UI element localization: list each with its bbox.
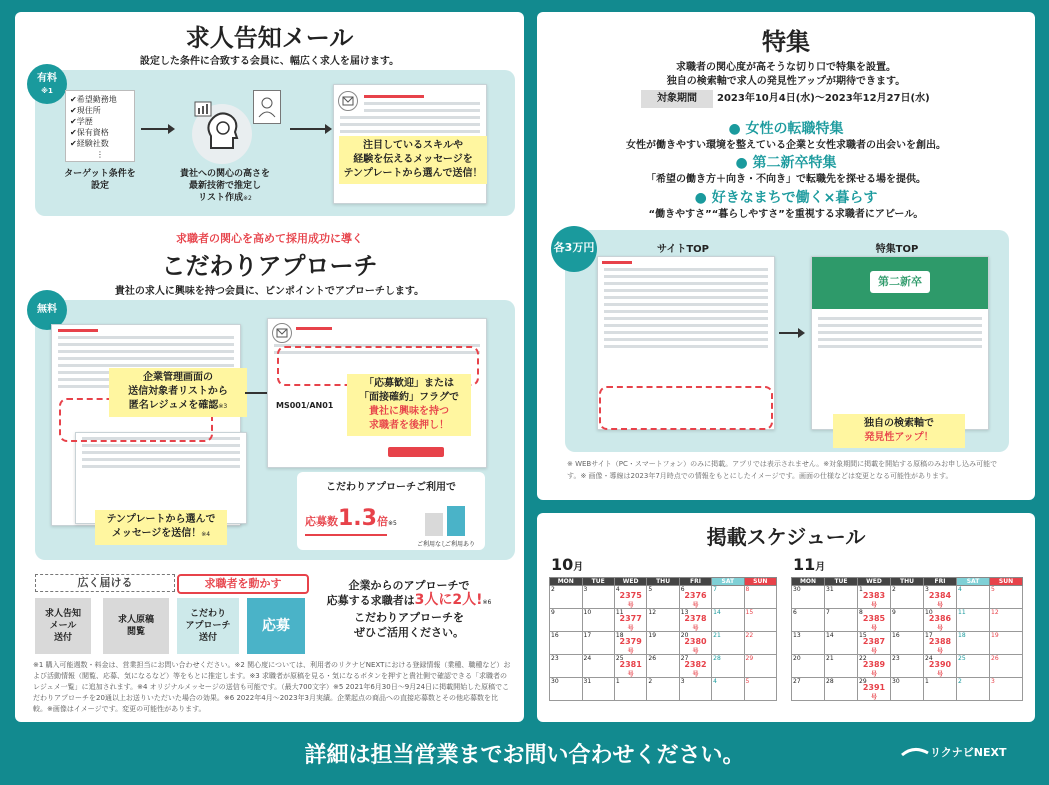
stat-unit: 倍 <box>376 515 388 528</box>
paid-badge <box>27 64 67 104</box>
calendar-day: 16 <box>550 632 583 655</box>
schedule-title: 掲載スケジュール <box>706 525 866 549</box>
stat-title: こだわりアプローチご利用で <box>326 482 456 493</box>
calendar-day: 21 <box>712 632 744 655</box>
arrow-icon <box>141 128 173 130</box>
left-panel <box>15 12 524 722</box>
calendar-day: 24 2390 号 <box>924 655 957 678</box>
calendar-day: 20 2380 号 <box>679 632 711 655</box>
flow-step-mail: 求人告知 メール 送付 <box>35 598 91 654</box>
issue-number: 2389 号 <box>862 660 886 678</box>
feature-women-desc: 女性が働きやすい環境を整えている企業と女性求職者の出会いを創出。 <box>626 140 946 151</box>
calendar-day: 31 <box>582 678 614 701</box>
flow-message-line1: 企業からのアプローチで <box>348 579 470 592</box>
calendar-day: 19 <box>990 632 1023 655</box>
issue-number: 2388 号 <box>928 637 952 655</box>
flag-callout-text: 「応募歓迎」または 「面接確約」フラグで <box>359 378 459 403</box>
calendar-day: 1 2383 号 <box>858 586 891 609</box>
issue-number: 2379 号 <box>619 637 642 655</box>
special-desc2: 独自の検索軸で求人の発見性アップが期待できます。 <box>666 76 906 87</box>
special-note: ※ WEBサイト（PC・スマートフォン）のみに掲載。アプリでは表示されません。※対象期間に掲載を開始する原稿のみお申し込み可能です。※ 画像・導線は2023年7月時点での情報をもとにしたイメージです。画面の仕様などは変更となる可能性があります。 <box>567 460 998 480</box>
brain-icon <box>187 96 257 166</box>
calendar-week <box>792 586 1023 609</box>
calendar-week <box>792 678 1023 701</box>
flag-callout <box>347 374 471 436</box>
calendar-day: 6 2376 号 <box>679 586 711 609</box>
flow-step-apply: 応募 <box>247 598 305 654</box>
calendar-day: 30 <box>550 678 583 701</box>
feature-town-desc: “働きやすさ”“暮らしやすさ”を重視する求職者にアピール。 <box>648 209 924 220</box>
calendar-week <box>550 586 777 609</box>
move-label: 求職者を動かす <box>177 574 309 594</box>
weekday-header: WED <box>858 578 891 586</box>
approach-subtitle: 貴社の求人に興味を持つ会員に、ピンポイントでアプローチします。 <box>114 286 425 297</box>
weekday-header: TUE <box>582 578 614 586</box>
weekday-header: THU <box>647 578 679 586</box>
step1-label: ターゲット条件を 設定 <box>64 169 136 191</box>
issue-number: 2390 号 <box>928 660 952 678</box>
period-label: 対象期間 <box>641 90 713 108</box>
calendar-day: 9 <box>550 609 583 632</box>
stat-value: 1.3 <box>338 506 377 531</box>
oct-calendar <box>549 577 777 701</box>
arrow-icon <box>779 332 803 334</box>
price-badge-label: 各3万円 <box>553 241 595 254</box>
template-callout <box>95 510 227 545</box>
calendar-day: 4 2375 号 <box>614 586 646 609</box>
logo-text: リクナビNEXT <box>930 746 1007 759</box>
calendar-day: 23 <box>891 655 924 678</box>
calendar-day: 8 2385 号 <box>858 609 891 632</box>
flow-step-view: 求人原稿 閲覧 <box>103 598 169 654</box>
schedule-panel <box>537 513 1035 722</box>
stat-value-group <box>305 506 397 531</box>
bar-without <box>425 513 443 536</box>
calendar-day: 15 <box>744 609 777 632</box>
calendar-day: 11 2377 号 <box>614 609 646 632</box>
weekday-header: MON <box>792 578 825 586</box>
calendar-day: 5 <box>990 586 1023 609</box>
calendar-day: 23 <box>550 655 583 678</box>
calendar-day: 30 <box>792 586 825 609</box>
calendar-week <box>792 655 1023 678</box>
calendar-week <box>792 632 1023 655</box>
banner-highlight <box>599 386 773 430</box>
wide-label: 広く届ける <box>35 574 175 592</box>
conditions-card <box>65 90 135 162</box>
calendar-day: 6 <box>792 609 825 632</box>
stat-note: ※5 <box>387 520 397 527</box>
issue-number: 2391 号 <box>862 683 886 701</box>
feature-top-screenshot <box>811 256 989 430</box>
feature-banner <box>812 257 988 309</box>
special-desc1: 求職者の関心度が高そうな切り口で特集を設置。 <box>676 62 896 73</box>
mail-subtitle: 設定した条件に合致する会員に、幅広く求人を届けます。 <box>139 56 400 67</box>
stat-card <box>297 472 485 550</box>
calendar-day: 7 <box>825 609 858 632</box>
approach-title: こだわりアプローチ <box>161 252 378 280</box>
condition-more: ⋮ <box>96 150 104 159</box>
feature-second-title: ● 第二新卒特集 <box>735 155 837 171</box>
condition-item: ✔経験社数 <box>70 139 109 148</box>
calendar-day: 28 <box>825 678 858 701</box>
calendar-day: 26 <box>647 655 679 678</box>
flow-message <box>309 578 509 640</box>
calendar-day: 12 <box>990 609 1023 632</box>
calendar-day: 22 2389 号 <box>858 655 891 678</box>
calendar-day: 2 <box>550 586 583 609</box>
site-top-label: サイトTOP <box>657 244 709 255</box>
calendar-week <box>550 678 777 701</box>
price-badge <box>551 226 597 272</box>
calendar-day: 5 <box>647 586 679 609</box>
condition-item: ✔学歴 <box>70 117 93 126</box>
issue-number: 2382 号 <box>684 660 707 678</box>
calendar-day: 18 <box>957 632 990 655</box>
weekday-header: MON <box>550 578 583 586</box>
calendar-day: 24 <box>582 655 614 678</box>
calendar-day: 5 <box>744 678 777 701</box>
feature-top-label: 特集TOP <box>875 244 919 255</box>
template-callout-text: テンプレートから選んで メッセージを送信！ <box>106 514 216 539</box>
discovery-callout <box>833 414 965 448</box>
calendar-day: 3 <box>990 678 1023 701</box>
issue-number: 2376 号 <box>684 591 707 609</box>
condition-item: ✔希望勤務地 <box>70 95 117 104</box>
mail-envelope-icon <box>272 323 292 343</box>
arrow-icon <box>245 392 269 454</box>
issue-number: 2384 号 <box>928 591 952 609</box>
issue-number: 2377 号 <box>619 614 642 632</box>
calendar-week <box>792 609 1023 632</box>
calendar-week <box>550 609 777 632</box>
calendar-day: 13 2378 号 <box>679 609 711 632</box>
calendar-day: 22 <box>744 632 777 655</box>
calendar-day: 15 2387 号 <box>858 632 891 655</box>
calendar-week <box>550 655 777 678</box>
weekday-header: SUN <box>990 578 1023 586</box>
issue-number: 2385 号 <box>862 614 886 632</box>
calendar-day: 25 2381 号 <box>614 655 646 678</box>
issue-number: 2378 号 <box>684 614 707 632</box>
feature-banner-text: 第二新卒 <box>870 271 930 293</box>
calendar-day: 11 <box>957 609 990 632</box>
approach-lead: 求職者の関心を高めて採用成功に導く <box>176 232 363 245</box>
calendar-day: 18 2379 号 <box>614 632 646 655</box>
footer-logo <box>900 744 1006 761</box>
discovery-callout-highlight: 発見性アップ！ <box>864 432 934 443</box>
issue-number: 2380 号 <box>684 637 707 655</box>
step2-note: ※2 <box>242 195 252 202</box>
calendar-day: 20 <box>792 655 825 678</box>
calendar-day: 29 2391 号 <box>858 678 891 701</box>
mail-title: 求人告知メール <box>185 24 354 52</box>
feature-town-title: ● 好きなまちで働く×暮らす <box>694 190 878 206</box>
oct-month-label: 10月 <box>551 555 584 574</box>
weekday-header: FRI <box>679 578 711 586</box>
calendar-day: 3 <box>679 678 711 701</box>
calendar-day: 4 <box>712 678 744 701</box>
issue-number: 2381 号 <box>619 660 642 678</box>
weekday-header: WED <box>614 578 646 586</box>
job-code: MS001/AN01 <box>276 401 334 410</box>
paid-badge-label: 有料 <box>37 73 57 84</box>
paid-badge-note: ※1 <box>41 87 53 95</box>
mail-callout: 注目しているスキルや 経験を伝えるメッセージを テンプレートから選んで送信！ <box>339 136 487 184</box>
weekday-header: SUN <box>744 578 777 586</box>
calendar-day: 27 <box>792 678 825 701</box>
calendar-day: 8 <box>744 586 777 609</box>
weekday-header: THU <box>891 578 924 586</box>
profile-card-icon <box>253 90 281 124</box>
step2-text: 貴社への関心の高さを 最新技術で推定し リスト作成 <box>179 169 270 203</box>
calendar-day: 14 <box>825 632 858 655</box>
calendar-day: 12 <box>647 609 679 632</box>
calendar-day: 28 <box>712 655 744 678</box>
calendar-day: 25 <box>957 655 990 678</box>
step2-label <box>165 168 285 205</box>
resume-callout-text: 企業管理画面の 送信対象者リストから 匿名レジュメを確認 <box>128 372 228 411</box>
logo-icon <box>900 745 930 761</box>
apply-button[interactable] <box>388 447 444 457</box>
weekday-header: TUE <box>825 578 858 586</box>
bar-with-label: ご利用あり <box>445 541 476 548</box>
bar-with <box>447 506 465 536</box>
flow-message-line3: こだわりアプローチを ぜひご活用ください。 <box>354 611 464 639</box>
calendar-day: 29 <box>744 655 777 678</box>
calendar-day: 3 <box>582 586 614 609</box>
special-panel <box>537 12 1035 500</box>
calendar-day: 14 <box>712 609 744 632</box>
calendar-day: 2 <box>647 678 679 701</box>
nov-calendar <box>791 577 1023 701</box>
calendar-day: 21 <box>825 655 858 678</box>
calendar-day: 17 <box>582 632 614 655</box>
calendar-day: 17 2388 号 <box>924 632 957 655</box>
mail-envelope-icon <box>338 91 358 111</box>
feature-second-desc: 「希望の働き方＋向き・不向き」で転職先を探せる場を提供。 <box>646 174 926 185</box>
weekday-header: SAT <box>957 578 990 586</box>
flag-callout-highlight: 貴社に興味を持つ 求職者を後押し！ <box>369 406 449 431</box>
issue-number: 2386 号 <box>928 614 952 632</box>
calendar-day: 13 <box>792 632 825 655</box>
feature-women-title: ● 女性の転職特集 <box>728 121 844 137</box>
left-footnote: ※1 購入可能週数・料金は、営業担当にお問い合わせください。※2 関心度については、利用者のリクナビNEXTにおける登録情報（業種、職種など）および活動情報（閲覧、応募、気になるなど）等をもとに推定します。※3 求職者が原稿を見る・気になるボタンを押すと貴社側で確認できる「求職者のレジュメ一覧」に追加されます。※4 オリジナルメッセージの送信も可能です。（最大700文字）※5 2021年6月30日〜9月24日に掲載開始した原稿でこだわりアプローチを20通以上お送りいただいた場合の効果。※6 2022年4月〜2023年3月実績。企業起点の商品への直接応募数とその他応募数を比較。※画像はイメージです。変更の可能性があります。 <box>33 661 511 713</box>
resume-callout-note: ※3 <box>218 403 228 410</box>
calendar-day: 2 <box>957 678 990 701</box>
template-callout-note: ※4 <box>201 531 211 538</box>
bar-without-label: ご利用なし <box>417 541 448 548</box>
weekday-header: SAT <box>712 578 744 586</box>
free-badge-label: 無料 <box>37 304 57 315</box>
flow-step-approach: こだわり アプローチ 送付 <box>177 598 239 654</box>
issue-number: 2387 号 <box>862 637 886 655</box>
calendar-day: 4 <box>957 586 990 609</box>
calendar-day: 19 <box>647 632 679 655</box>
calendar-day: 3 2384 号 <box>924 586 957 609</box>
nov-month-label: 11月 <box>793 555 826 574</box>
calendar-week <box>550 632 777 655</box>
issue-number: 2383 号 <box>862 591 886 609</box>
calendar-day: 26 <box>990 655 1023 678</box>
period-value: 2023年10月4日(水)〜2023年12月27日(水) <box>717 93 930 104</box>
weekday-header: FRI <box>924 578 957 586</box>
stat-underline <box>305 534 387 536</box>
special-title: 特集 <box>762 28 810 56</box>
resume-callout <box>109 368 247 417</box>
calendar-day: 31 <box>825 586 858 609</box>
stat-label: 応募数 <box>305 515 338 528</box>
discovery-callout-text: 独自の検索軸で <box>864 418 934 429</box>
calendar-day: 10 2386 号 <box>924 609 957 632</box>
calendar-day: 1 <box>924 678 957 701</box>
arrow-icon <box>290 128 330 130</box>
flow-message-line2: 応募する求職者は3人に2人!※6 <box>326 592 492 608</box>
calendar-day: 10 <box>582 609 614 632</box>
calendar-day: 27 2382 号 <box>679 655 711 678</box>
condition-item: ✔保有資格 <box>70 128 109 137</box>
footer-cta: 詳細は担当営業までお問い合わせください。 <box>304 743 745 768</box>
calendar-day: 2 <box>891 586 924 609</box>
calendar-day: 16 <box>891 632 924 655</box>
calendar-day: 7 <box>712 586 744 609</box>
condition-item: ✔現住所 <box>70 106 101 115</box>
calendar-day: 1 <box>614 678 646 701</box>
issue-number: 2375 号 <box>619 591 642 609</box>
calendar-day: 9 <box>891 609 924 632</box>
calendar-day: 30 <box>891 678 924 701</box>
